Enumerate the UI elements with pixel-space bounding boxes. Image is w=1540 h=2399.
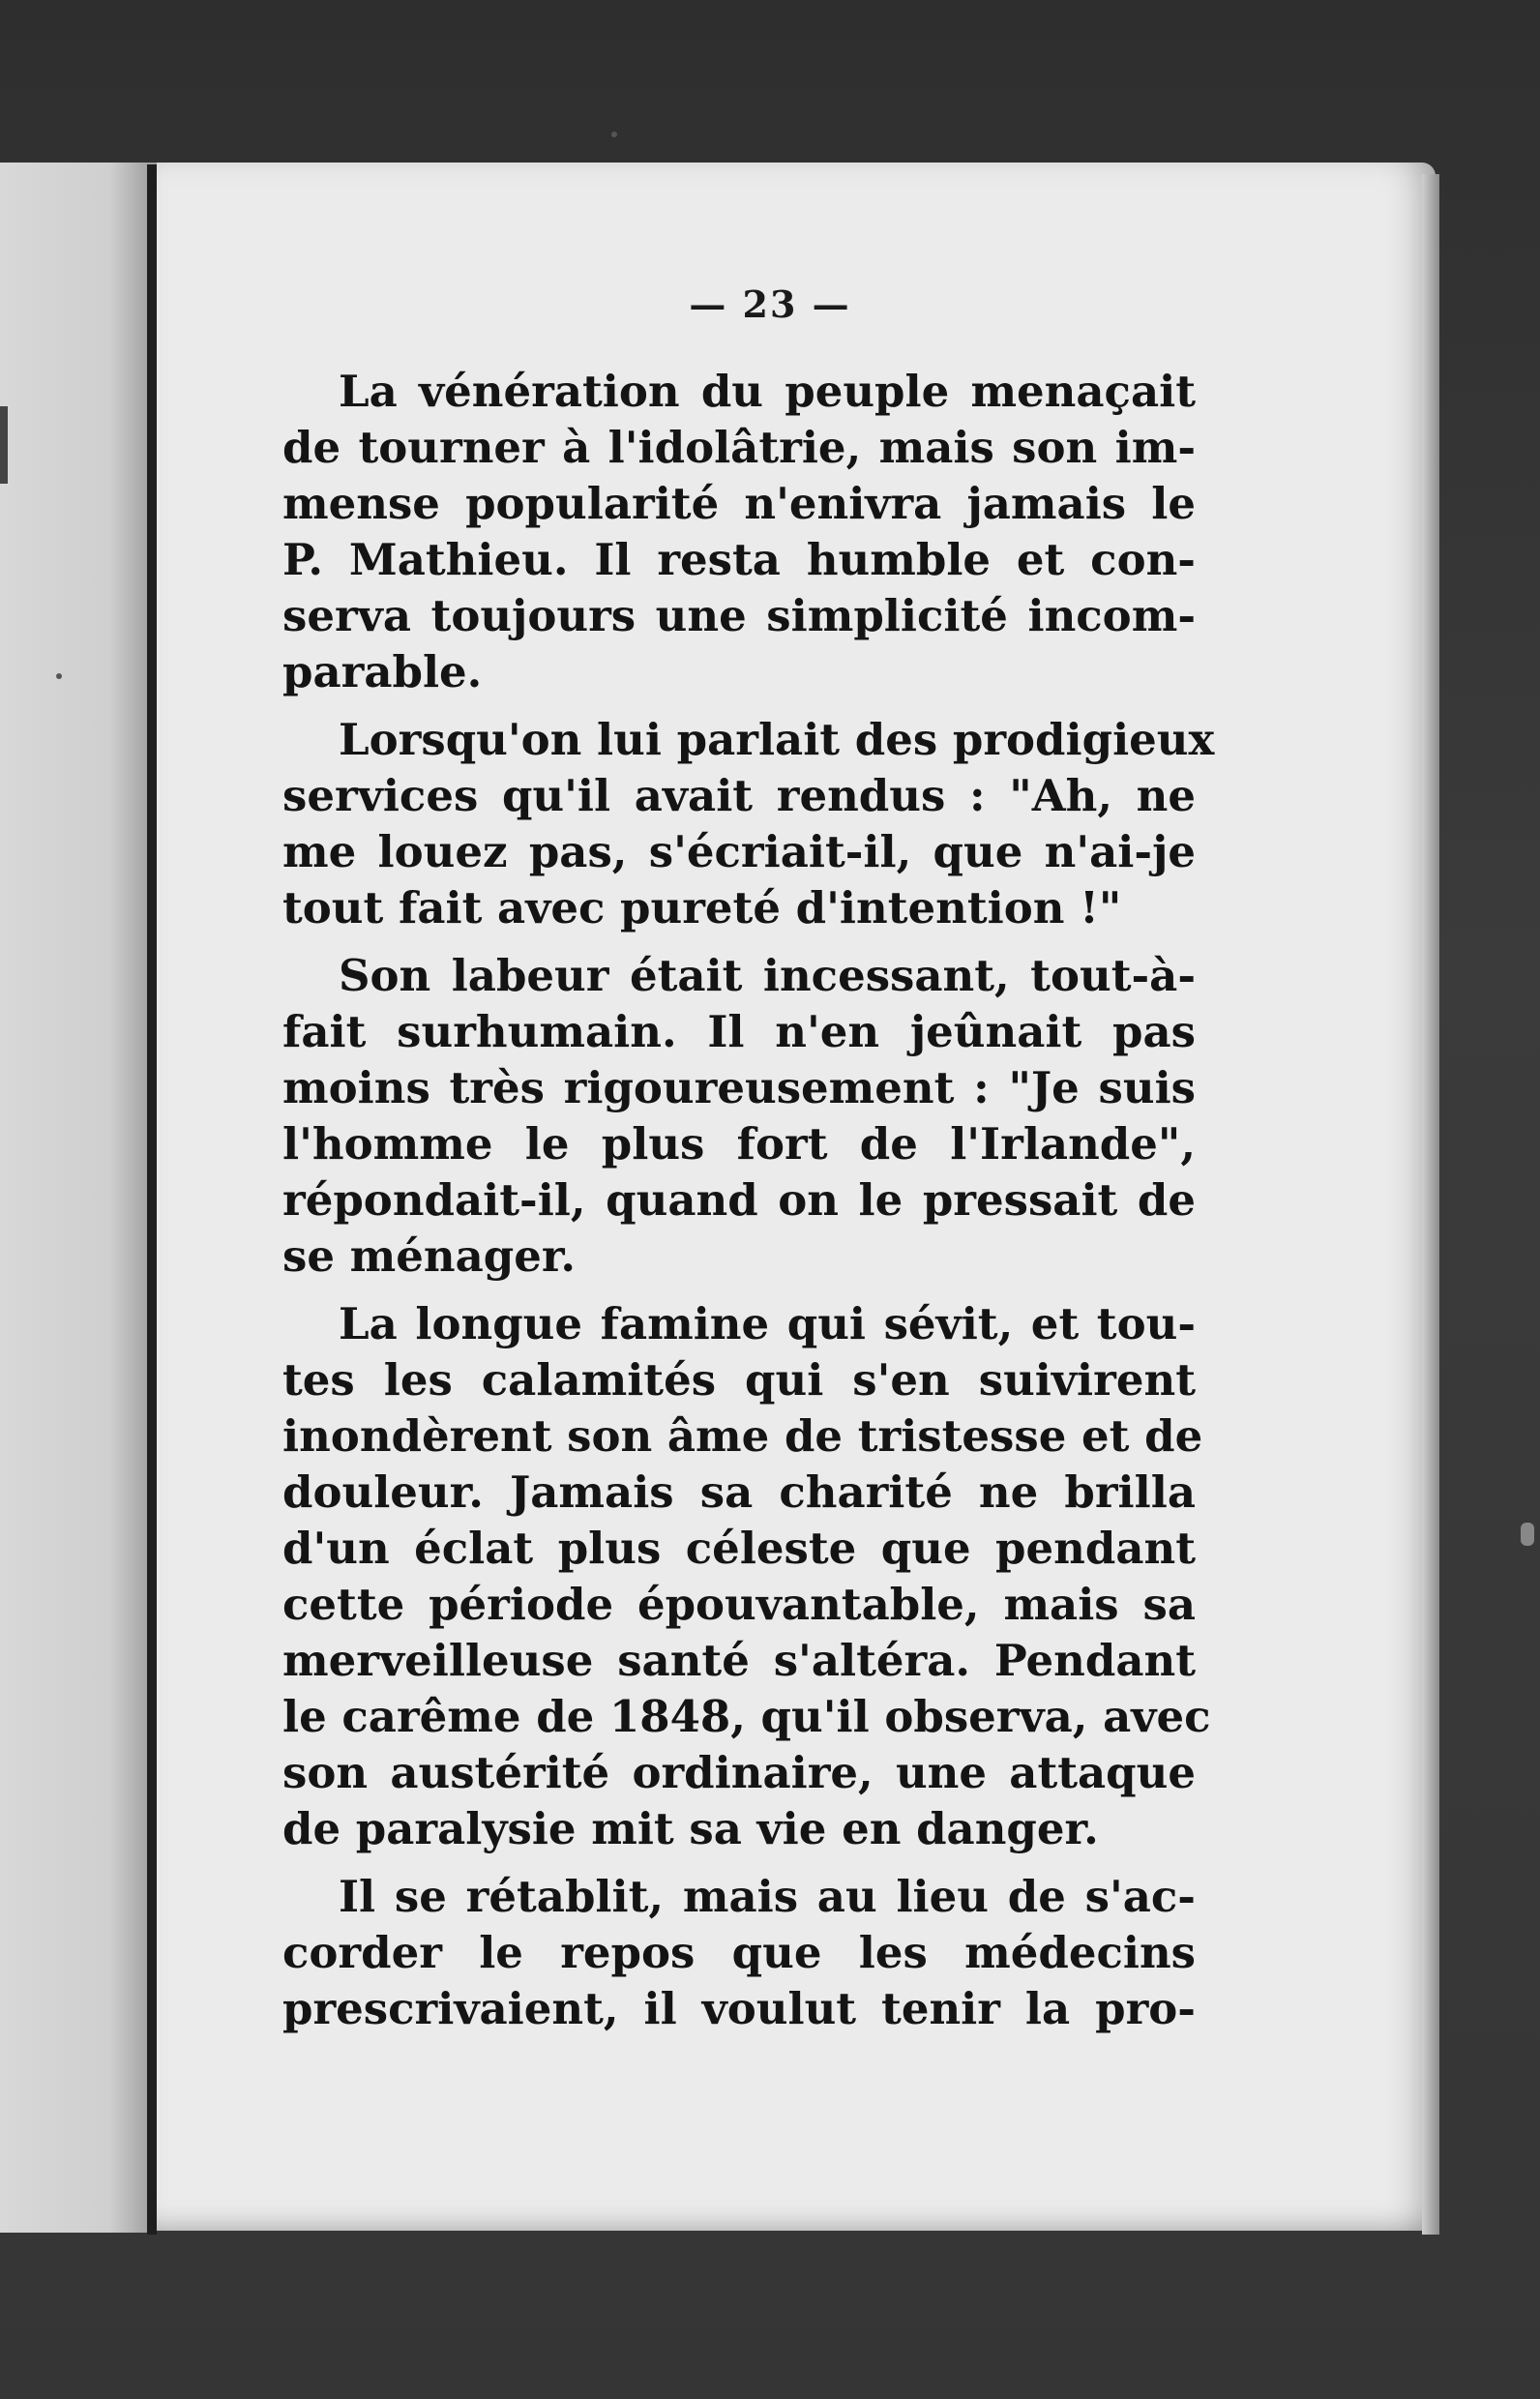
text-line: Il se rétablit, mais au lieu de s'ac- (339, 1871, 1196, 1922)
text-line: tes les calamités qui s'en suivirent (282, 1354, 1196, 1406)
dust-speck (56, 673, 62, 679)
text-line: moins très rigoureusement : "Je suis (282, 1062, 1196, 1113)
previous-page-edge (0, 163, 157, 2233)
text-line: La vénération du peuple menaçait (339, 366, 1196, 417)
paragraph (282, 364, 1196, 700)
book-gutter (147, 164, 157, 2235)
text-line: répondait-il, quand on le pressait de (282, 1174, 1196, 1226)
paragraph (282, 948, 1196, 1285)
previous-page-marks (0, 406, 8, 484)
paragraph (282, 1869, 1196, 2037)
dust-speck (611, 132, 617, 137)
text-line: services qu'il avait rendus : "Ah, ne (282, 770, 1196, 821)
text-line: P. Mathieu. Il resta humble et con- (282, 534, 1196, 585)
text-line: mense popularité n'enivra jamais le (282, 478, 1196, 529)
text-line: Lorsqu'on lui parlait des prodigieux (339, 714, 1215, 765)
text-line: le carême de 1848, qu'il observa, avec (282, 1691, 1211, 1742)
page-clip-mark (1521, 1523, 1534, 1546)
text-line: d'un éclat plus céleste que pendant (282, 1523, 1196, 1574)
page-number: — 23 — (689, 282, 851, 326)
text-line: fait surhumain. Il n'en jeûnait pas (282, 1006, 1196, 1057)
text-line: l'homme le plus fort de l'Irlande", (282, 1118, 1196, 1170)
text-line: douleur. Jamais sa charité ne brilla (282, 1466, 1196, 1518)
text-line: Son labeur était incessant, tout-à- (339, 950, 1196, 1001)
text-line: me louez pas, s'écriait-il, que n'ai-je (282, 826, 1196, 877)
text-line: parable. (282, 646, 483, 697)
text-line: merveilleuse santé s'altéra. Pendant (282, 1635, 1196, 1686)
text-line: corder le repos que les médecins (282, 1927, 1196, 1978)
text-line: serva toujours une simplicité incom- (282, 590, 1196, 641)
paragraph (282, 1296, 1211, 1857)
text-line: de paralysie mit sa vie en danger. (282, 1803, 1099, 1854)
text-line: prescrivaient, il voulut tenir la pro- (282, 1983, 1196, 2034)
text-line: inondèrent son âme de tristesse et de (282, 1410, 1203, 1462)
text-line: cette période épouvantable, mais sa (282, 1579, 1196, 1630)
text-line: tout fait avec pureté d'intention !" (282, 882, 1122, 933)
paragraph (282, 712, 1215, 936)
body-text (282, 364, 1215, 2037)
text-line: se ménager. (282, 1230, 577, 1282)
text-line: de tourner à l'idolâtrie, mais son im- (282, 422, 1196, 473)
text-line: son austérité ordinaire, une attaque (282, 1747, 1196, 1798)
page-edge-shadow (1422, 174, 1439, 2235)
text-line: La longue famine qui sévit, et tou- (339, 1298, 1196, 1349)
